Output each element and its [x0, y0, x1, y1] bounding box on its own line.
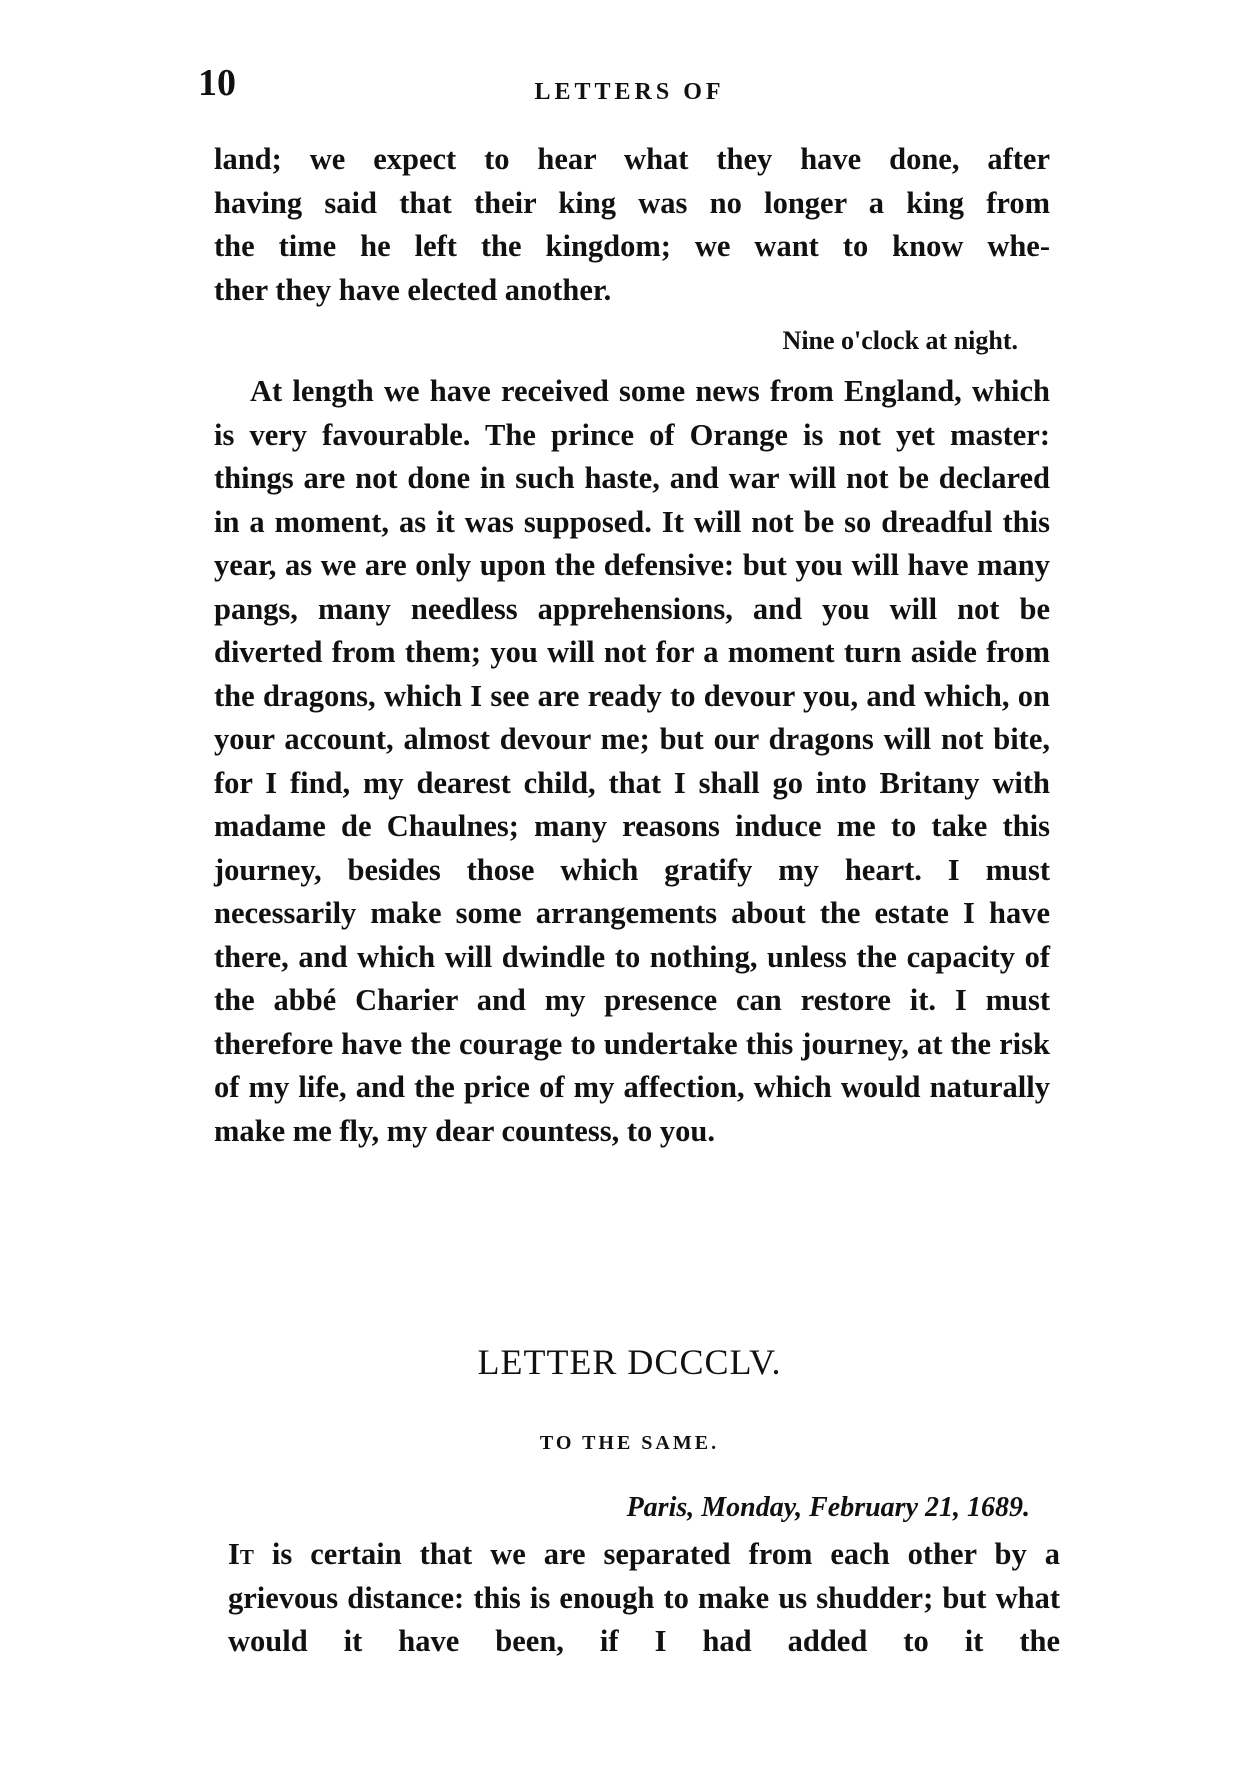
opening-text: is certain that we are separated from each other by a grievous distance: this is enough to make us shudder; but what would it have been, if I had added to it the — [228, 1537, 1060, 1658]
text-line: the time he left the kingdom; we want to know whe- — [214, 229, 1050, 263]
paragraph-text — [228, 1533, 1060, 1664]
text-line: land; we expect to hear what they have done, after — [214, 142, 1050, 176]
text-line: having said that their king was no longer a king from — [214, 185, 1050, 220]
letter-opening-paragraph — [228, 1533, 1060, 1664]
text-line: ther they have elected another. — [214, 272, 612, 307]
opening-word: It — [228, 1537, 254, 1571]
page-number: 10 — [198, 62, 236, 104]
letter-recipient: TO THE SAME. — [539, 1432, 720, 1454]
paragraph-text: At length we have received some news from England, which is very favourable. The prince of Orange is not yet master: things are not done in such haste, and war will not be declared in a moment, as it was supposed. It will not be so dreadful this year, as we are only upon the defensive: but you will have many pangs, many needless apprehensions, and you will not be diverted from them; you will not for a moment turn aside from the dragons, which I see are ready to devour you, and which, on your account, almost devour me; but our dragons will not bite, for I find, my dearest child, that I shall go into Britany with madame de Chaulnes; many reasons induce me to take this journey, besides those which gratify my heart. I must necessarily make some arrangements about the estate I have there, and which will dwindle to nothing, unless the capacity of the abbé Charier and my presence can restore it. I must therefore have the courage to undertake this journey, at the risk of my life, and the price of my affection, which would naturally make me fly, my dear countess, to you. — [214, 374, 1050, 1148]
letter-dateline: Paris, Monday, February 21, 1689. — [626, 1492, 1030, 1523]
running-head: LETTERS OF — [534, 79, 725, 105]
letter-heading: LETTER DCCCLV. — [477, 1342, 782, 1382]
evening-dateline: Nine o'clock at night. — [782, 326, 1018, 355]
continuation-paragraph — [214, 138, 1050, 312]
evening-paragraph — [214, 370, 1050, 1153]
